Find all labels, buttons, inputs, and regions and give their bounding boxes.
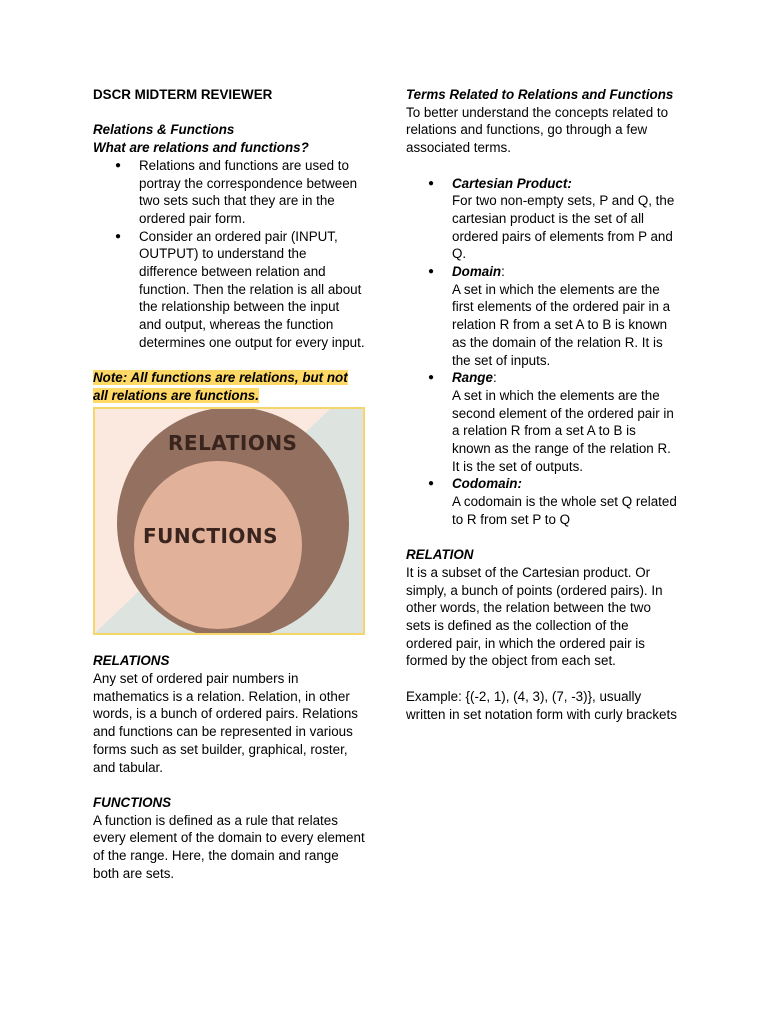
relations-heading: RELATIONS [93,653,170,669]
note-highlight: Note: All functions are relations, but not all relations are functions. [93,370,348,403]
term-description: For two non-empty sets, P and Q, the cartesian product is the set of all ordered pairs of elements from P and Q. [452,193,675,262]
term-item-codomain [406,475,678,528]
relation-heading: RELATION [406,547,474,563]
bullet-item: ● Relations and functions are used to portray the correspondence between two sets such that they are in the ordered pair form. [93,157,365,228]
functions-circle-label: FUNCTIONS [143,523,279,548]
example-paragraph: Example: {(-2, 1), (4, 3), (7, -3)}, usually written in set notation form with curly brackets [406,688,677,722]
terms-list [406,175,678,529]
terms-intro: To better understand the concepts related to relations and functions, go through a few associated terms. [406,104,669,156]
relations-paragraph: Any set of ordered pair numbers in mathematics is a relation. Relation, in other words, is a bunch of ordered pairs. Relations and functions can be represented in various forms such as set builder, graphical, roster, and tabular. [93,671,358,775]
bullet-item: ● Consider an ordered pair (INPUT, OUTPUT) to understand the difference between relation and function. Then the relation is all about the relationship between the input and output, whereas the function determines one output for every input. [93,228,365,352]
term-description: A codomain is the whole set Q related to R from set P to Q [452,494,677,527]
right-column [406,86,678,723]
term-item-cartesian-product [406,175,678,264]
term-name: Cartesian Product: [452,175,572,191]
term-description: A set in which the elements are the first elements of the ordered pair in a relation R from a set A to B is known as the domain of the relation R. It is the set of inputs. [452,281,671,368]
term-name: Codomain: [452,476,522,492]
relations-circle-label: RELATIONS [168,430,298,455]
functions-heading: FUNCTIONS [93,794,172,810]
note-text [93,369,365,404]
term-item-range [406,369,678,475]
term-name: Domain [452,264,502,280]
term-suffix: : [501,264,505,280]
relations-functions-diagram [93,407,365,635]
term-description: A set in which the elements are the second element of the ordered pair in a relation R from a set A to B is known as the range of the relation R. It is the set of outputs. [452,387,674,474]
section-question: What are relations and functions? [93,140,309,156]
relation-paragraph: It is a subset of the Cartesian product. Or simply, a bunch of points (ordered pairs). In other words, the relation between the two sets is defined as the collection of the ordered pair, in which the ordered pair is formed by the object from each set. [406,564,663,669]
document-title: DSCR MIDTERM REVIEWER [93,87,273,102]
left-column [93,86,365,882]
functions-paragraph: A function is defined as a rule that relates every element of the domain to every element of the range. Here, the domain and range both are sets. [93,812,365,881]
intro-bullet-list [93,157,365,352]
section-title: Relations & Functions [93,122,235,138]
terms-heading: Terms Related to Relations and Functions [406,87,674,102]
term-name: Range [452,370,493,386]
term-suffix: : [492,370,497,386]
term-item-domain [406,263,678,369]
